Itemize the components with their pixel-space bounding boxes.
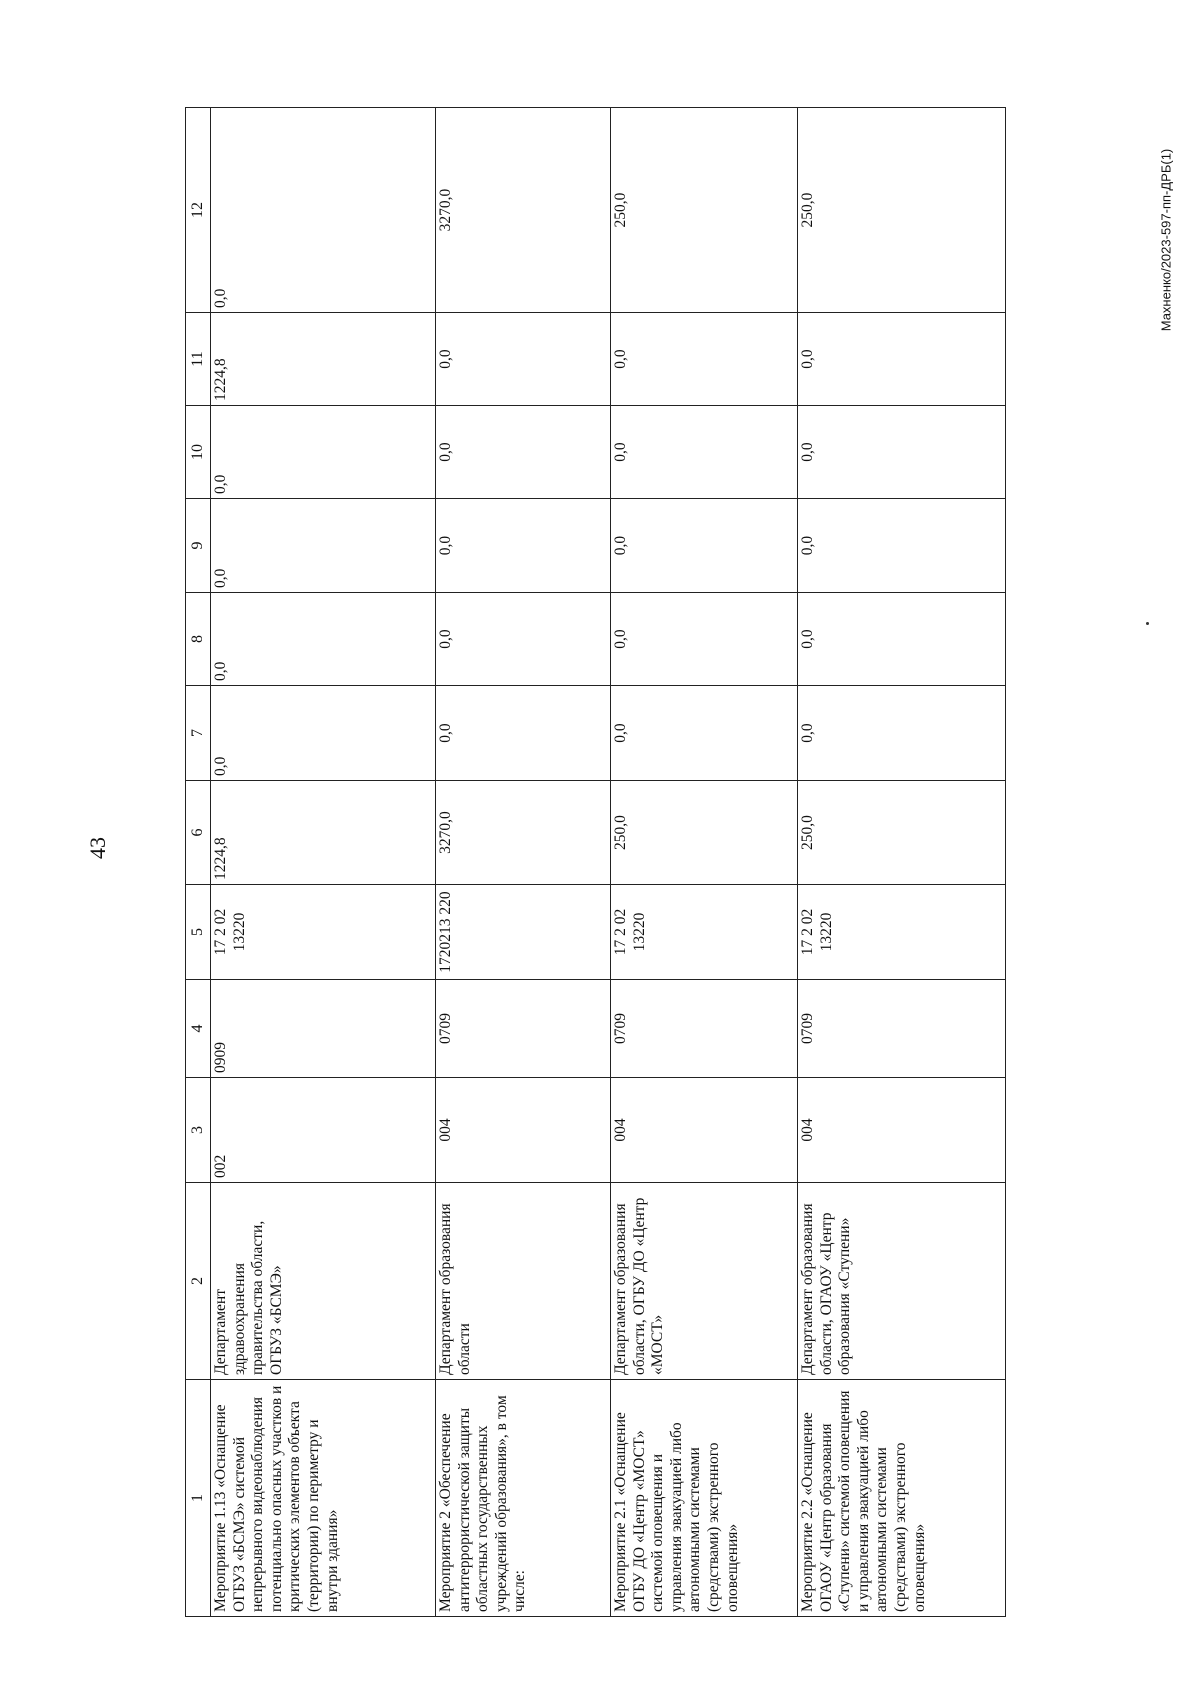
table-row bbox=[798, 108, 1006, 1617]
budget-table bbox=[185, 107, 1006, 1617]
amount-cell: 250,0 bbox=[611, 781, 798, 885]
table-row bbox=[211, 108, 436, 1617]
amount-cell: 0,0 bbox=[798, 686, 1006, 781]
amount-cell: 0,0 bbox=[611, 313, 798, 406]
header-cell: 4 bbox=[186, 980, 211, 1078]
header-row bbox=[186, 108, 211, 1617]
target-article-cell: 17 2 02 13220 bbox=[211, 885, 436, 980]
header-cell: 12 bbox=[186, 108, 211, 313]
target-article-cell: 1720213 220 bbox=[436, 885, 611, 980]
executor-cell: Департамент образования области bbox=[436, 1183, 611, 1380]
code-cell: 002 bbox=[211, 1078, 436, 1183]
header-cell: 2 bbox=[186, 1183, 211, 1380]
header-cell: 8 bbox=[186, 593, 211, 686]
amount-cell: 250,0 bbox=[611, 108, 798, 313]
event-name-cell: Мероприятие 2.2 «Оснащение ОГАОУ «Центр образования «Ступени» системой оповещения и управления эвакуацией либо автономными системами (средствами) экстренного оповещения» bbox=[798, 1380, 1006, 1617]
header-cell: 6 bbox=[186, 781, 211, 885]
amount-cell: 0,0 bbox=[798, 406, 1006, 499]
amount-cell: 0,0 bbox=[436, 593, 611, 686]
section-cell: 0709 bbox=[798, 980, 1006, 1078]
header-cell: 11 bbox=[186, 313, 211, 406]
amount-cell: 0,0 bbox=[436, 406, 611, 499]
document-code: Махненко/2023-597-пп-ДРБ(1) bbox=[1158, 148, 1174, 332]
executor-cell: Департамент образования области, ОГАОУ «Центр образования «Ступени» bbox=[798, 1183, 1006, 1380]
event-name-cell: Мероприятие 2.1 «Оснащение ОГБУ ДО «Центр «МОСТ» системой оповещения и управления эвакуацией либо автономными системами (средствами) экстренного оповещения» bbox=[611, 1380, 798, 1617]
table-row bbox=[611, 108, 798, 1617]
amount-cell: 3270,0 bbox=[436, 781, 611, 885]
amount-cell: 0,0 bbox=[798, 313, 1006, 406]
header-cell: 7 bbox=[186, 686, 211, 781]
amount-cell: 0,0 bbox=[611, 593, 798, 686]
header-cell: 3 bbox=[186, 1078, 211, 1183]
executor-cell: Департамент здравоохранения правительства области, ОГБУЗ «БСМЭ» bbox=[211, 1183, 436, 1380]
target-article-cell: 17 2 02 13220 bbox=[611, 885, 798, 980]
amount-cell: 0,0 bbox=[798, 499, 1006, 593]
event-name-cell: Мероприятие 2 «Обеспечение антитеррористической защиты областных государственных учреждений образования», в том числе: bbox=[436, 1380, 611, 1617]
header-cell: 9 bbox=[186, 499, 211, 593]
scan-speck bbox=[1146, 622, 1149, 625]
amount-cell: 3270,0 bbox=[436, 108, 611, 313]
header-cell: 10 bbox=[186, 406, 211, 499]
amount-cell: 1224,8 bbox=[211, 781, 436, 885]
header-cell: 5 bbox=[186, 885, 211, 980]
amount-cell: 0,0 bbox=[436, 499, 611, 593]
amount-cell: 250,0 bbox=[798, 781, 1006, 885]
page-number: 43 bbox=[85, 837, 110, 859]
amount-cell: 0,0 bbox=[611, 499, 798, 593]
amount-cell: 1224,8 bbox=[211, 313, 436, 406]
executor-cell: Департамент образования области, ОГБУ ДО «Центр «МОСТ» bbox=[611, 1183, 798, 1380]
amount-cell: 0,0 bbox=[436, 686, 611, 781]
section-cell: 0709 bbox=[611, 980, 798, 1078]
event-name-cell: Мероприятие 1.13 «Оснащение ОГБУЗ «БСМЭ» системой непрерывного видеонаблюдения потенциально опасных участков и критических элементов объекта (территории) по периметру и внутри здания» bbox=[211, 1380, 436, 1617]
target-article-cell: 17 2 02 13220 bbox=[798, 885, 1006, 980]
code-cell: 004 bbox=[798, 1078, 1006, 1183]
code-cell: 004 bbox=[611, 1078, 798, 1183]
amount-cell: 0,0 bbox=[211, 593, 436, 686]
amount-cell: 0,0 bbox=[611, 406, 798, 499]
amount-cell: 0,0 bbox=[611, 686, 798, 781]
amount-cell: 0,0 bbox=[436, 313, 611, 406]
table-row bbox=[436, 108, 611, 1617]
amount-cell: 0,0 bbox=[211, 406, 436, 499]
amount-cell: 0,0 bbox=[211, 499, 436, 593]
amount-cell: 0,0 bbox=[211, 108, 436, 313]
amount-cell: 250,0 bbox=[798, 108, 1006, 313]
amount-cell: 0,0 bbox=[211, 686, 436, 781]
rotated-table-frame bbox=[185, 108, 1028, 1617]
header-cell: 1 bbox=[186, 1380, 211, 1617]
amount-cell: 0,0 bbox=[798, 593, 1006, 686]
section-cell: 0909 bbox=[211, 980, 436, 1078]
section-cell: 0709 bbox=[436, 980, 611, 1078]
code-cell: 004 bbox=[436, 1078, 611, 1183]
